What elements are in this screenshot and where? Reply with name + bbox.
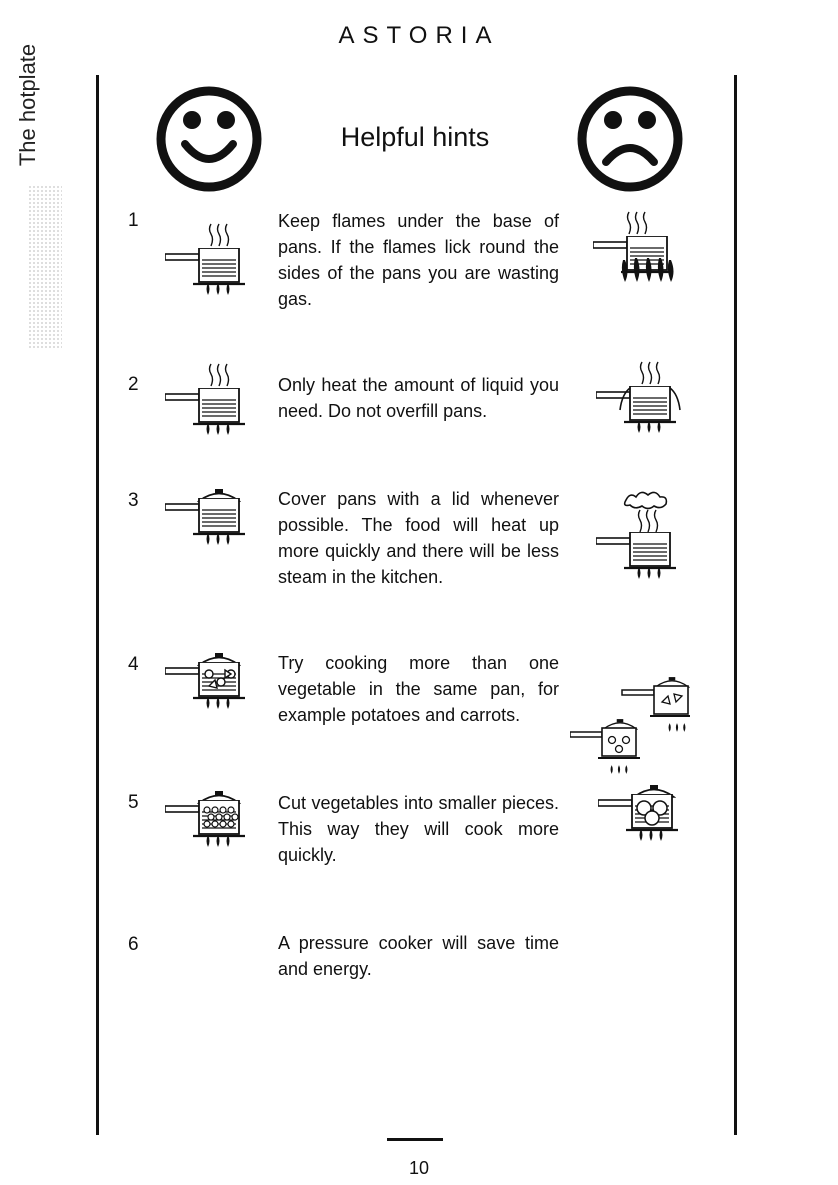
page-number: 10 — [408, 1158, 430, 1178]
smiling-face-icon — [154, 84, 264, 194]
hint-text: Cover pans with a lid whenever possible. The food will heat up more quickly and there will be less steam in the kitchen. — [278, 489, 559, 587]
large-pieces-pan-icon — [598, 784, 688, 854]
page-title: Helpful hints — [340, 122, 490, 152]
brand-header: ASTORIA — [338, 22, 500, 49]
hint-text: Cut vegetables into smaller pieces. This way they will cook more quickly. — [278, 793, 559, 865]
section-tab-label: The hotplate — [15, 43, 40, 167]
small-pieces-pan-icon — [165, 790, 247, 860]
pan-right-amount-icon — [165, 362, 247, 440]
left-rule — [96, 75, 99, 1135]
pan-overfilled-icon — [596, 360, 686, 442]
pan-flames-too-high-icon — [593, 210, 683, 292]
footer-rule — [387, 1138, 443, 1141]
section-tab — [8, 30, 48, 180]
mixed-vegetables-pan-icon — [165, 652, 247, 722]
side-texture — [28, 185, 62, 350]
hint-number: 4 — [128, 654, 139, 675]
hint-text: Only heat the amount of liquid you need. Do not overfill pans. — [278, 375, 559, 421]
hint-number: 3 — [128, 490, 139, 511]
right-rule — [734, 75, 737, 1135]
frowning-face-icon — [575, 84, 685, 194]
separate-pans-icon — [570, 676, 690, 782]
hint-number: 2 — [128, 374, 139, 395]
hint-text: Try cooking more than one vegetable in the same pan, for example potatoes and carrots. — [278, 653, 559, 725]
hint-number: 5 — [128, 792, 139, 813]
hint-text: Keep flames under the base of pans. If the flames lick round the sides of the pans you are wasting gas. — [278, 211, 559, 309]
hint-number: 6 — [128, 934, 139, 955]
covered-pan-icon — [165, 488, 247, 558]
hint-number: 1 — [128, 210, 139, 231]
hint-text: A pressure cooker will save time and energy. — [278, 933, 559, 979]
uncovered-pan-steam-icon — [596, 488, 686, 584]
pan-correct-flame-icon — [165, 222, 247, 300]
